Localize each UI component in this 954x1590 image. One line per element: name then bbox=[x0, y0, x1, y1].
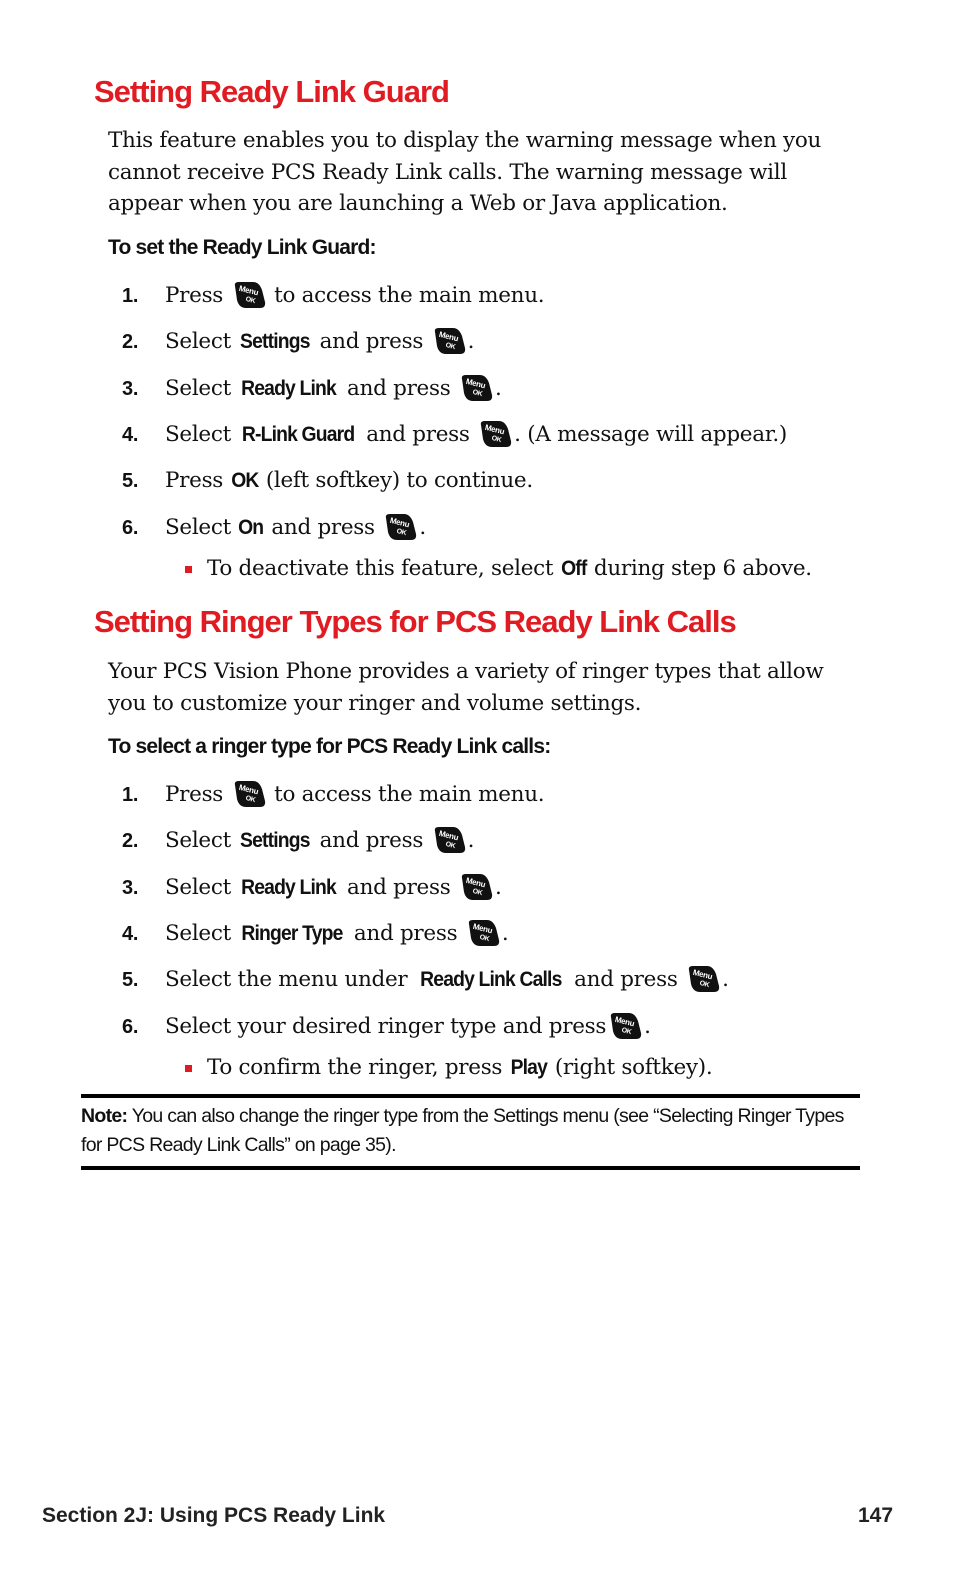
step-item bbox=[0, 824, 954, 858]
step-item bbox=[0, 778, 954, 812]
note-label: Note: bbox=[81, 1105, 128, 1127]
step-number: 1. bbox=[122, 784, 139, 806]
note-box bbox=[81, 1102, 866, 1160]
step-item bbox=[0, 871, 954, 905]
menu-keyword: Settings bbox=[240, 330, 311, 353]
para-line: you to customize your ringer and volume settings. bbox=[108, 690, 642, 716]
intro-paragraph bbox=[108, 125, 848, 220]
step-text: Select R-Link Guard and press . (A message will appear.) bbox=[165, 418, 787, 452]
step-number: 3. bbox=[122, 378, 139, 400]
step-item bbox=[0, 279, 954, 313]
para-line: Your PCS Vision Phone provides a variety of ringer types that allow bbox=[108, 659, 824, 684]
step-text: Select Settings and press . bbox=[165, 325, 474, 359]
menu-ok-key-icon bbox=[232, 280, 266, 310]
note-text: You can also change the ringer type from the Settings menu (see “Selecting Ringer Types for PCS Ready Link Calls” on page 35). bbox=[81, 1105, 844, 1156]
section-heading-ready-link-guard: Setting Ready Link Guard bbox=[94, 74, 449, 109]
step-number: 3. bbox=[122, 877, 139, 899]
menu-ok-key-icon bbox=[432, 326, 466, 356]
step-number: 4. bbox=[122, 424, 139, 446]
menu-ok-key-icon bbox=[466, 918, 500, 948]
bullet-text: To deactivate this feature, select Off during step 6 above. bbox=[207, 552, 812, 586]
softkey-keyword: Play bbox=[510, 1056, 547, 1079]
menu-ok-key-icon bbox=[432, 825, 466, 855]
step-text: Select your desired ringer type and press . bbox=[165, 1010, 651, 1044]
step-text: Select Ringer Type and press . bbox=[165, 917, 508, 951]
menu-keyword: Ready Link bbox=[241, 377, 337, 400]
menu-ok-key-icon bbox=[459, 373, 493, 403]
step-text: Select Ready Link and press . bbox=[165, 372, 502, 406]
section-heading-ringer-types: Setting Ringer Types for PCS Ready Link Calls bbox=[94, 604, 736, 639]
step-number: 5. bbox=[122, 470, 139, 492]
step-text: Press to access the main menu. bbox=[165, 279, 544, 313]
step-number: 6. bbox=[122, 1016, 139, 1038]
intro-paragraph bbox=[108, 656, 848, 719]
para-line: cannot receive PCS Ready Link calls. The warning message will bbox=[108, 159, 787, 185]
step-number: 6. bbox=[122, 517, 139, 539]
menu-keyword: R-Link Guard bbox=[242, 423, 355, 446]
menu-ok-key-icon bbox=[459, 872, 493, 902]
step-item bbox=[0, 418, 954, 452]
bullet-square bbox=[185, 1065, 192, 1072]
procedure-subhead: To set the Ready Link Guard: bbox=[108, 236, 376, 259]
step-number: 4. bbox=[122, 923, 139, 945]
bullet-square bbox=[185, 566, 192, 573]
step-item bbox=[0, 1010, 954, 1044]
menu-keyword: Off bbox=[560, 557, 587, 580]
softkey-keyword: OK bbox=[230, 469, 259, 492]
note-top-rule bbox=[81, 1094, 860, 1098]
menu-keyword: Ready Link bbox=[241, 876, 337, 899]
menu-ok-key-icon bbox=[686, 964, 720, 994]
step-number: 1. bbox=[122, 285, 139, 307]
step-number: 2. bbox=[122, 830, 139, 852]
step-item bbox=[0, 372, 954, 406]
step-item bbox=[0, 325, 954, 359]
note-bottom-rule bbox=[81, 1166, 860, 1170]
menu-ok-key-icon bbox=[608, 1011, 642, 1041]
step-item bbox=[0, 464, 954, 498]
bullet-text: To confirm the ringer, press Play (right softkey). bbox=[207, 1051, 712, 1085]
step-number: 5. bbox=[122, 969, 139, 991]
menu-ok-key-icon bbox=[478, 419, 512, 449]
menu-keyword: Ready Link Calls bbox=[420, 968, 562, 991]
menu-ok-key-icon bbox=[232, 779, 266, 809]
step-item bbox=[0, 963, 954, 997]
step-text: Select On and press . bbox=[165, 511, 426, 545]
footer-page-number: 147 bbox=[858, 1504, 894, 1527]
menu-keyword: On bbox=[238, 516, 264, 539]
step-item bbox=[0, 917, 954, 951]
step-text: Select Ready Link and press . bbox=[165, 871, 502, 905]
para-line: appear when you are launching a Web or Java application. bbox=[108, 191, 728, 216]
menu-keyword: Ringer Type bbox=[241, 922, 343, 945]
step-item bbox=[0, 511, 954, 545]
step-text: Select Settings and press . bbox=[165, 824, 474, 858]
footer-section-title: Section 2J: Using PCS Ready Link bbox=[42, 1504, 386, 1527]
step-text: Select the menu under Ready Link Calls and press . bbox=[165, 963, 729, 997]
step-text: Press to access the main menu. bbox=[165, 778, 544, 812]
menu-ok-key-icon bbox=[383, 512, 417, 542]
procedure-subhead: To select a ringer type for PCS Ready Link calls: bbox=[108, 735, 551, 758]
step-text: Press OK (left softkey) to continue. bbox=[165, 464, 533, 498]
menu-keyword: Settings bbox=[240, 829, 311, 852]
step-number: 2. bbox=[122, 331, 139, 353]
para-line: This feature enables you to display the warning message when you bbox=[108, 128, 822, 153]
